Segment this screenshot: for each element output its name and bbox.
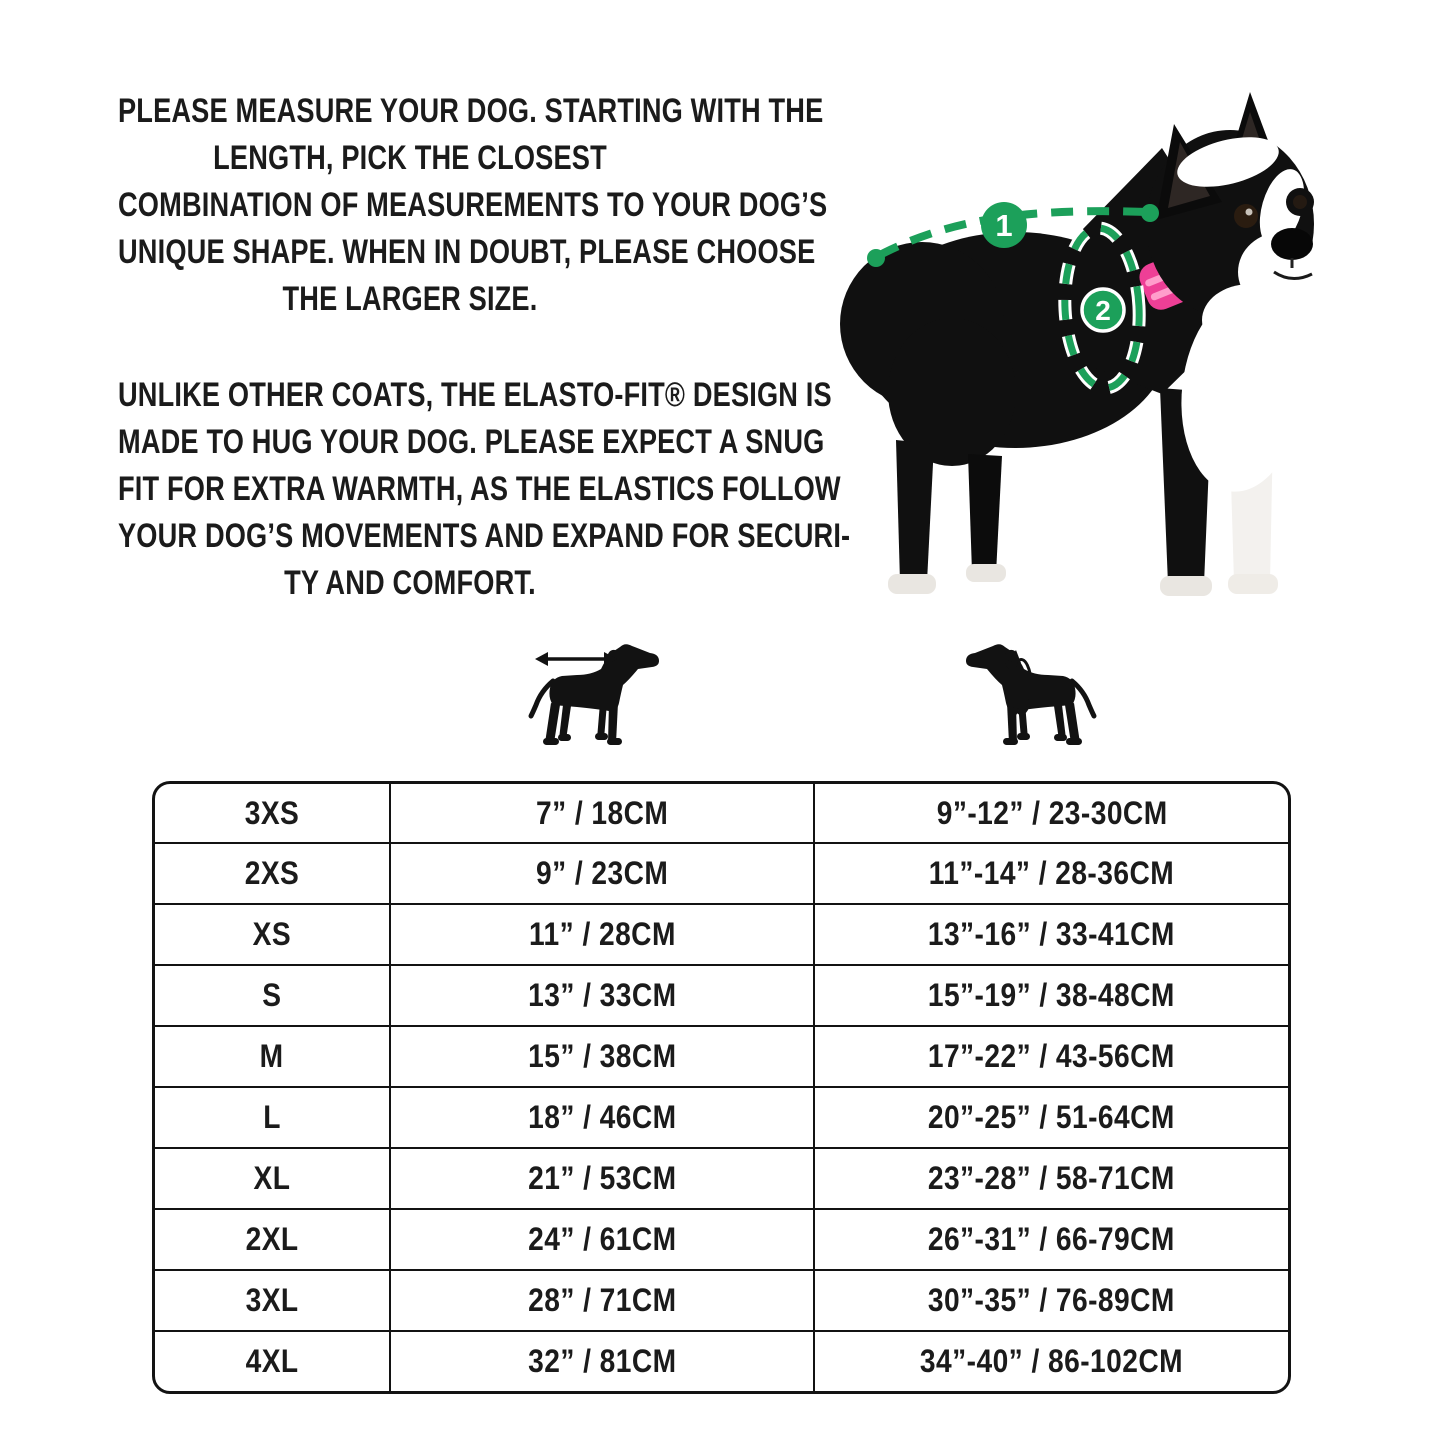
girth-value: 20”-25” / 51-64CM bbox=[928, 1099, 1176, 1136]
boston-terrier-illustration bbox=[830, 62, 1430, 607]
length-line-end-dot bbox=[1141, 204, 1159, 222]
chest-girth-icon bbox=[958, 633, 1108, 758]
size-label: 2XL bbox=[245, 1221, 299, 1258]
table-row bbox=[155, 1209, 1288, 1270]
text-line: UNIQUE SHAPE. WHEN IN DOUBT, PLEASE CHOOSE bbox=[118, 233, 816, 271]
length-value: 24” / 61CM bbox=[527, 1221, 677, 1258]
text-line: UNLIKE OTHER COATS, THE ELASTO-FIT® DESIGN IS bbox=[118, 376, 832, 414]
marker-2-label: 2 bbox=[1095, 295, 1111, 326]
table-row bbox=[155, 1331, 1288, 1391]
size-label: XS bbox=[252, 916, 291, 953]
text-line: YOUR DOG’S MOVEMENTS AND EXPAND FOR SECURI- bbox=[118, 517, 851, 555]
dog-measurement-diagram bbox=[830, 62, 1430, 607]
size-label: 3XS bbox=[244, 794, 300, 831]
table-row bbox=[155, 784, 1288, 843]
girth-value: 30”-35” / 76-89CM bbox=[928, 1282, 1176, 1319]
text-line: THE LARGER SIZE. bbox=[282, 280, 538, 318]
table-row bbox=[155, 965, 1288, 1026]
girth-value: 11”-14” / 28-36CM bbox=[928, 855, 1175, 892]
size-label: 2XS bbox=[244, 855, 300, 892]
size-label: XL bbox=[253, 1160, 291, 1197]
girth-value: 34”-40” / 86-102CM bbox=[920, 1343, 1184, 1380]
girth-value: 17”-22” / 43-56CM bbox=[928, 1038, 1176, 1075]
length-value: 7” / 18CM bbox=[535, 794, 669, 831]
text-line: FIT FOR EXTRA WARMTH, AS THE ELASTICS FOLLOW bbox=[118, 470, 841, 508]
girth-value: 23”-28” / 58-71CM bbox=[928, 1160, 1176, 1197]
marker-1-label: 1 bbox=[995, 208, 1013, 243]
table-row bbox=[155, 1270, 1288, 1331]
length-value: 11” / 28CM bbox=[528, 916, 676, 953]
table-row bbox=[155, 1026, 1288, 1087]
size-label: M bbox=[259, 1038, 284, 1075]
length-arrow bbox=[535, 652, 617, 666]
girth-value: 26”-31” / 66-79CM bbox=[928, 1221, 1176, 1258]
size-label: 3XL bbox=[245, 1282, 299, 1319]
elasto-fit-note-text bbox=[118, 372, 851, 607]
length-value: 21” / 53CM bbox=[527, 1160, 677, 1197]
table-row bbox=[155, 1148, 1288, 1209]
length-line-start-dot bbox=[867, 249, 885, 267]
table-row bbox=[155, 1087, 1288, 1148]
text-line: TY AND COMFORT. bbox=[284, 564, 536, 602]
length-value: 18” / 46CM bbox=[527, 1099, 677, 1136]
girth-value: 13”-16” / 33-41CM bbox=[928, 916, 1176, 953]
text-line: PLEASE MEASURE YOUR DOG. STARTING WITH THE bbox=[118, 92, 824, 130]
table-row bbox=[155, 904, 1288, 965]
size-table-grid bbox=[155, 784, 1288, 1391]
back-length-icon bbox=[517, 633, 667, 758]
size-label: S bbox=[262, 977, 282, 1014]
length-value: 15” / 38CM bbox=[527, 1038, 677, 1075]
size-label: L bbox=[262, 1099, 281, 1136]
length-value: 28” / 71CM bbox=[527, 1282, 677, 1319]
measuring-instructions-text bbox=[118, 88, 828, 323]
length-value: 32” / 81CM bbox=[527, 1343, 677, 1380]
length-value: 13” / 33CM bbox=[527, 977, 677, 1014]
size-label: 4XL bbox=[245, 1343, 299, 1380]
length-value: 9” / 23CM bbox=[535, 855, 669, 892]
text-line: COMBINATION OF MEASUREMENTS TO YOUR DOG’S bbox=[118, 186, 828, 224]
text-line: MADE TO HUG YOUR DOG. PLEASE EXPECT A SNUG bbox=[118, 423, 825, 461]
table-row bbox=[155, 843, 1288, 904]
text-line: LENGTH, PICK THE CLOSEST bbox=[213, 139, 607, 177]
girth-value: 9”-12” / 23-30CM bbox=[936, 794, 1168, 831]
girth-value: 15”-19” / 38-48CM bbox=[928, 977, 1176, 1014]
size-table bbox=[152, 781, 1291, 1394]
